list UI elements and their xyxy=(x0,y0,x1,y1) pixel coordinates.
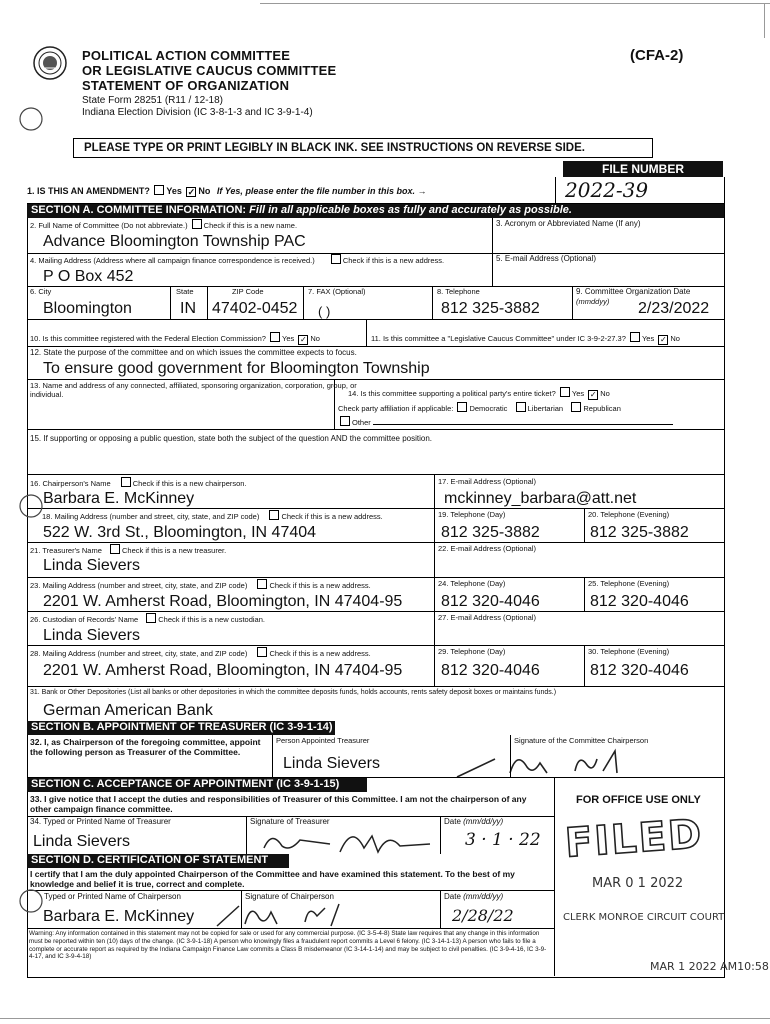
election-division: Indiana Election Division (IC 3-8-1-3 and IC 3-9-1-4) xyxy=(82,107,313,118)
purpose-label: 12. State the purpose of the committee and on which issues the committee expects to focus. xyxy=(30,348,357,357)
treasurer-signature xyxy=(260,822,440,856)
treasurer-tel-eve-value[interactable]: 812 320-4046 xyxy=(590,593,689,610)
full-name-label: 2. Full Name of Committee (Do not abbreviate.) Check if this is a new name. xyxy=(30,221,298,230)
custodian-new-address-checkbox[interactable] xyxy=(257,647,267,657)
appointed-treasurer-value[interactable]: Linda Sievers xyxy=(283,755,380,772)
telephone-value[interactable]: 812 325-3882 xyxy=(441,300,540,317)
new-name-checkbox[interactable] xyxy=(192,219,202,229)
instructions-box: PLEASE TYPE OR PRINT LEGIBLY IN BLACK INK. SEE INSTRUCTIONS ON REVERSE SIDE. xyxy=(73,138,653,158)
committee-name-value[interactable]: Advance Bloomington Township PAC xyxy=(43,233,306,250)
custodian-address-label: 28. Mailing Address (number and street, city, state, and ZIP code) Check if this is a new address. xyxy=(30,649,371,658)
typed-treasurer-value[interactable]: Linda Sievers xyxy=(33,833,130,850)
form-code: (CFA-2) xyxy=(630,47,684,64)
chair-address-label: 18. Mailing Address (number and street, city, state, and ZIP code) Check if this is a new address. xyxy=(42,512,383,521)
treasurer-name-label: 21. Treasurer's Name Check if this is a new treasurer. xyxy=(30,546,227,555)
treasurer-new-address-checkbox[interactable] xyxy=(257,579,267,589)
email-label: 5. E-mail Address (Optional) xyxy=(496,254,597,263)
custodian-tel-day-label: 29. Telephone (Day) xyxy=(438,647,506,656)
custodian-name-value[interactable]: Linda Sievers xyxy=(43,627,140,644)
new-address-checkbox[interactable] xyxy=(331,254,341,264)
section-c-header: SECTION C. ACCEPTANCE OF APPOINTMENT (IC 3-9-1-15) xyxy=(27,778,367,792)
section-d-header: SECTION D. CERTIFICATION OF STATEMENT xyxy=(27,854,289,868)
state-label: State xyxy=(176,287,194,296)
affiliated-org-label: 13. Name and address of any connected, affiliated, sponsoring organization, corporation, group, or individual. xyxy=(30,381,357,399)
chair-name-value[interactable]: Barbara E. McKinney xyxy=(43,490,195,507)
libertarian-checkbox[interactable] xyxy=(516,402,526,412)
custodian-tel-eve-value[interactable]: 812 320-4046 xyxy=(590,662,689,679)
zip-label: ZIP Code xyxy=(232,287,264,296)
chair-tel-day-value[interactable]: 812 325-3882 xyxy=(441,524,540,541)
appointed-treasurer-label: Person Appointed Treasurer xyxy=(276,736,370,745)
office-use-label: FOR OFFICE USE ONLY xyxy=(576,794,701,806)
telephone-label: 8. Telephone xyxy=(437,287,480,296)
chair-date-value[interactable]: 2/28/22 xyxy=(452,906,514,925)
caucus-yes-checkbox[interactable] xyxy=(630,332,640,342)
other-party-checkbox[interactable] xyxy=(340,416,350,426)
clerk-stamp: CLERK MONROE CIRCUIT COURT xyxy=(563,912,725,923)
bank-value[interactable]: German American Bank xyxy=(43,702,213,719)
punch-hole-icon xyxy=(18,493,44,519)
punch-hole-icon xyxy=(18,888,44,914)
treasurer-email-label: 22. E-mail Address (Optional) xyxy=(438,544,536,553)
org-date-value[interactable]: 2/23/2022 xyxy=(638,300,710,317)
filed-stamp: FILED xyxy=(563,811,705,867)
ticket-no-checkbox[interactable]: ✓ xyxy=(589,390,597,399)
mailing-address-value[interactable]: P O Box 452 xyxy=(43,268,134,285)
chair-tel-eve-value[interactable]: 812 325-3882 xyxy=(590,524,689,541)
mailing-address-label: 4. Mailing Address (Address where all campaign finance correspondence is received.) Check if this is a new address. xyxy=(30,256,445,265)
chair-signature xyxy=(455,745,665,780)
chair-signature-d xyxy=(215,896,365,930)
section-b-header: SECTION B. APPOINTMENT OF TREASURER (IC 3-9-1-14) xyxy=(27,721,335,735)
chair-tel-day-label: 19. Telephone (Day) xyxy=(438,510,506,519)
treasurer-date-value[interactable]: 3 · 1 · 22 xyxy=(465,830,541,850)
received-stamp: MAR 1 2022 AM10:58 xyxy=(650,960,769,973)
city-label: 6. City xyxy=(30,287,52,296)
treasurer-name-value[interactable]: Linda Sievers xyxy=(43,557,140,574)
state-value[interactable]: IN xyxy=(180,300,196,317)
custodian-email-label: 27. E-mail Address (Optional) xyxy=(438,613,536,622)
chair-name-label: 16. Chairperson's Name Check if this is a new chairperson. xyxy=(30,479,247,488)
chair-email-value[interactable]: mckinney_barbara@att.net xyxy=(444,490,637,507)
other-party: Other xyxy=(338,416,673,427)
caucus-no-checkbox[interactable]: ✓ xyxy=(659,335,667,344)
treasurer-tel-day-label: 24. Telephone (Day) xyxy=(438,579,506,588)
chair-new-address-checkbox[interactable] xyxy=(269,510,279,520)
custodian-tel-day-value[interactable]: 812 320-4046 xyxy=(441,662,540,679)
treasurer-tel-day-value[interactable]: 812 320-4046 xyxy=(441,593,540,610)
democratic-checkbox[interactable] xyxy=(457,402,467,412)
new-custodian-checkbox[interactable] xyxy=(146,613,156,623)
ticket-yes-checkbox[interactable] xyxy=(560,387,570,397)
chair-tel-eve-label: 20. Telephone (Evening) xyxy=(588,510,670,519)
amendment-no-checkbox[interactable]: ✓ xyxy=(187,187,196,197)
bank-label: 31. Bank or Other Depositories (List all banks or other depositories in which the committee deposits funds, holds accounts, rents safety deposit boxes or maintains funds.) xyxy=(30,689,557,696)
republican-checkbox[interactable] xyxy=(571,402,581,412)
fec-question: 10. Is this committee registered with the Federal Election Commission? Yes ✓ No xyxy=(30,334,320,344)
chair-address-value[interactable]: 522 W. 3rd St., Bloomington, IN 47404 xyxy=(43,524,317,541)
fec-no-checkbox[interactable]: ✓ xyxy=(300,335,307,344)
purpose-value[interactable]: To ensure good government for Bloomington Township xyxy=(43,360,430,377)
acceptance-text: 33. I give notice that I accept the duties and responsibilities of Treasurer of this Committee. I am not the chairperson of any other campaign finance committee. xyxy=(30,794,527,814)
form-number: State Form 28251 (R11 / 12-18) xyxy=(82,95,223,106)
form-title-line2: OR LEGISLATIVE CAUCUS COMMITTEE xyxy=(82,63,337,78)
treasurer-signature-label: Signature of Treasurer xyxy=(250,817,330,826)
section-a-header: SECTION A. COMMITTEE INFORMATION: Fill in all applicable boxes as fully and accurately as possible. xyxy=(27,204,724,218)
chair-date-label: Date (mm/dd/yy) xyxy=(444,892,504,901)
custodian-tel-eve-label: 30. Telephone (Evening) xyxy=(588,647,670,656)
custodian-name-label: 26. Custodian of Records' Name Check if this is a new custodian. xyxy=(30,615,265,624)
file-number-value: 2022-39 xyxy=(565,178,649,202)
party-affiliation: Check party affiliation if applicable: Democratic Libertarian Republican xyxy=(338,404,621,413)
custodian-address-value[interactable]: 2201 W. Amherst Road, Bloomington, IN 47404-95 xyxy=(43,662,403,679)
legal-warning: Warning: Any information contained in this statement may not be copied for sale or used for any commercial purpose. (IC 3-5-4-8) State law requires that any change in this information must be reported within ten (10) days of the change. (IC 3-9-1-18) A person who knowingly files a fraudulent report commits a Level 6 felony. (IC 3-14-1-13) A person who fails to file a complete or accurate report as required by the Indiana Campaign Finance Law commits a Class B misdemeanor (IC 3-14-1-14) and may be subject to civil penalties. (IC 3-9-4-16, IC 3-9-4-17, and IC 3-9-4-18) xyxy=(29,930,547,961)
form-title-line3: STATEMENT OF ORGANIZATION xyxy=(82,78,290,93)
chair-signature-label: Signature of the Committee Chairperson xyxy=(514,736,649,745)
acronym-label: 3. Acronym or Abbreviated Name (If any) xyxy=(496,219,641,228)
treasurer-date-label: Date (mm/dd/yy) xyxy=(444,817,504,826)
certification-text: I certify that I am the duly appointed Chairperson of the Committee and have examined this statement. To the best of my knowledge and belief it is true, correct and complete. xyxy=(30,869,515,889)
treasurer-address-value[interactable]: 2201 W. Amherst Road, Bloomington, IN 47404-95 xyxy=(43,593,403,610)
chair-email-label: 17. E-mail Address (Optional) xyxy=(438,477,536,486)
amendment-yes-checkbox[interactable] xyxy=(154,185,164,195)
fax-label: 7. FAX (Optional) xyxy=(308,287,366,296)
typed-chair-value[interactable]: Barbara E. McKinney xyxy=(43,908,195,925)
city-value[interactable]: Bloomington xyxy=(43,300,132,317)
appoint-text: 32. I, as Chairperson of the foregoing committee, appoint the following person as Treasurer of the Committee. xyxy=(30,737,261,757)
org-date-label: 9. Committee Organization Date xyxy=(576,287,691,296)
new-treasurer-checkbox[interactable] xyxy=(110,544,120,554)
filed-date-stamp: MAR 0 1 2022 xyxy=(592,876,684,891)
fax-value[interactable]: ( ) xyxy=(318,304,331,319)
party-ticket-question: 14. Is this committee supporting a political party's entire ticket? Yes ✓ No xyxy=(348,389,610,399)
amendment-question: 1. IS THIS AN AMENDMENT? Yes ✓ No If Yes, please enter the file number in this box. → xyxy=(27,186,427,197)
new-chair-checkbox[interactable] xyxy=(121,477,131,487)
treasurer-address-label: 23. Mailing Address (number and street, city, state, and ZIP code) Check if this is a new address. xyxy=(30,581,371,590)
fec-yes-checkbox[interactable] xyxy=(270,332,280,342)
form-title-line1: POLITICAL ACTION COMMITTEE xyxy=(82,48,291,63)
punch-hole-icon xyxy=(18,106,44,132)
public-question-label: 15. If supporting or opposing a public question, state both the subject of the question AND the committee position. xyxy=(30,434,433,443)
org-date-format: (mmddyy) xyxy=(576,297,610,306)
typed-treasurer-label: 34. Typed or Printed Name of Treasurer xyxy=(30,817,171,826)
treasurer-tel-eve-label: 25. Telephone (Evening) xyxy=(588,579,670,588)
file-number-label: FILE NUMBER xyxy=(563,161,723,177)
typed-chair-label: Typed or Printed Name of Chairperson xyxy=(44,892,181,901)
zip-value[interactable]: 47402-0452 xyxy=(212,300,298,317)
chair-signature-d-label: Signature of Chairperson xyxy=(245,892,334,901)
state-seal-icon xyxy=(33,46,67,80)
caucus-question: 11. Is this committee a "Legislative Caucus Committee" under IC 3-9-2-27.3? Yes ✓ No xyxy=(371,334,680,344)
